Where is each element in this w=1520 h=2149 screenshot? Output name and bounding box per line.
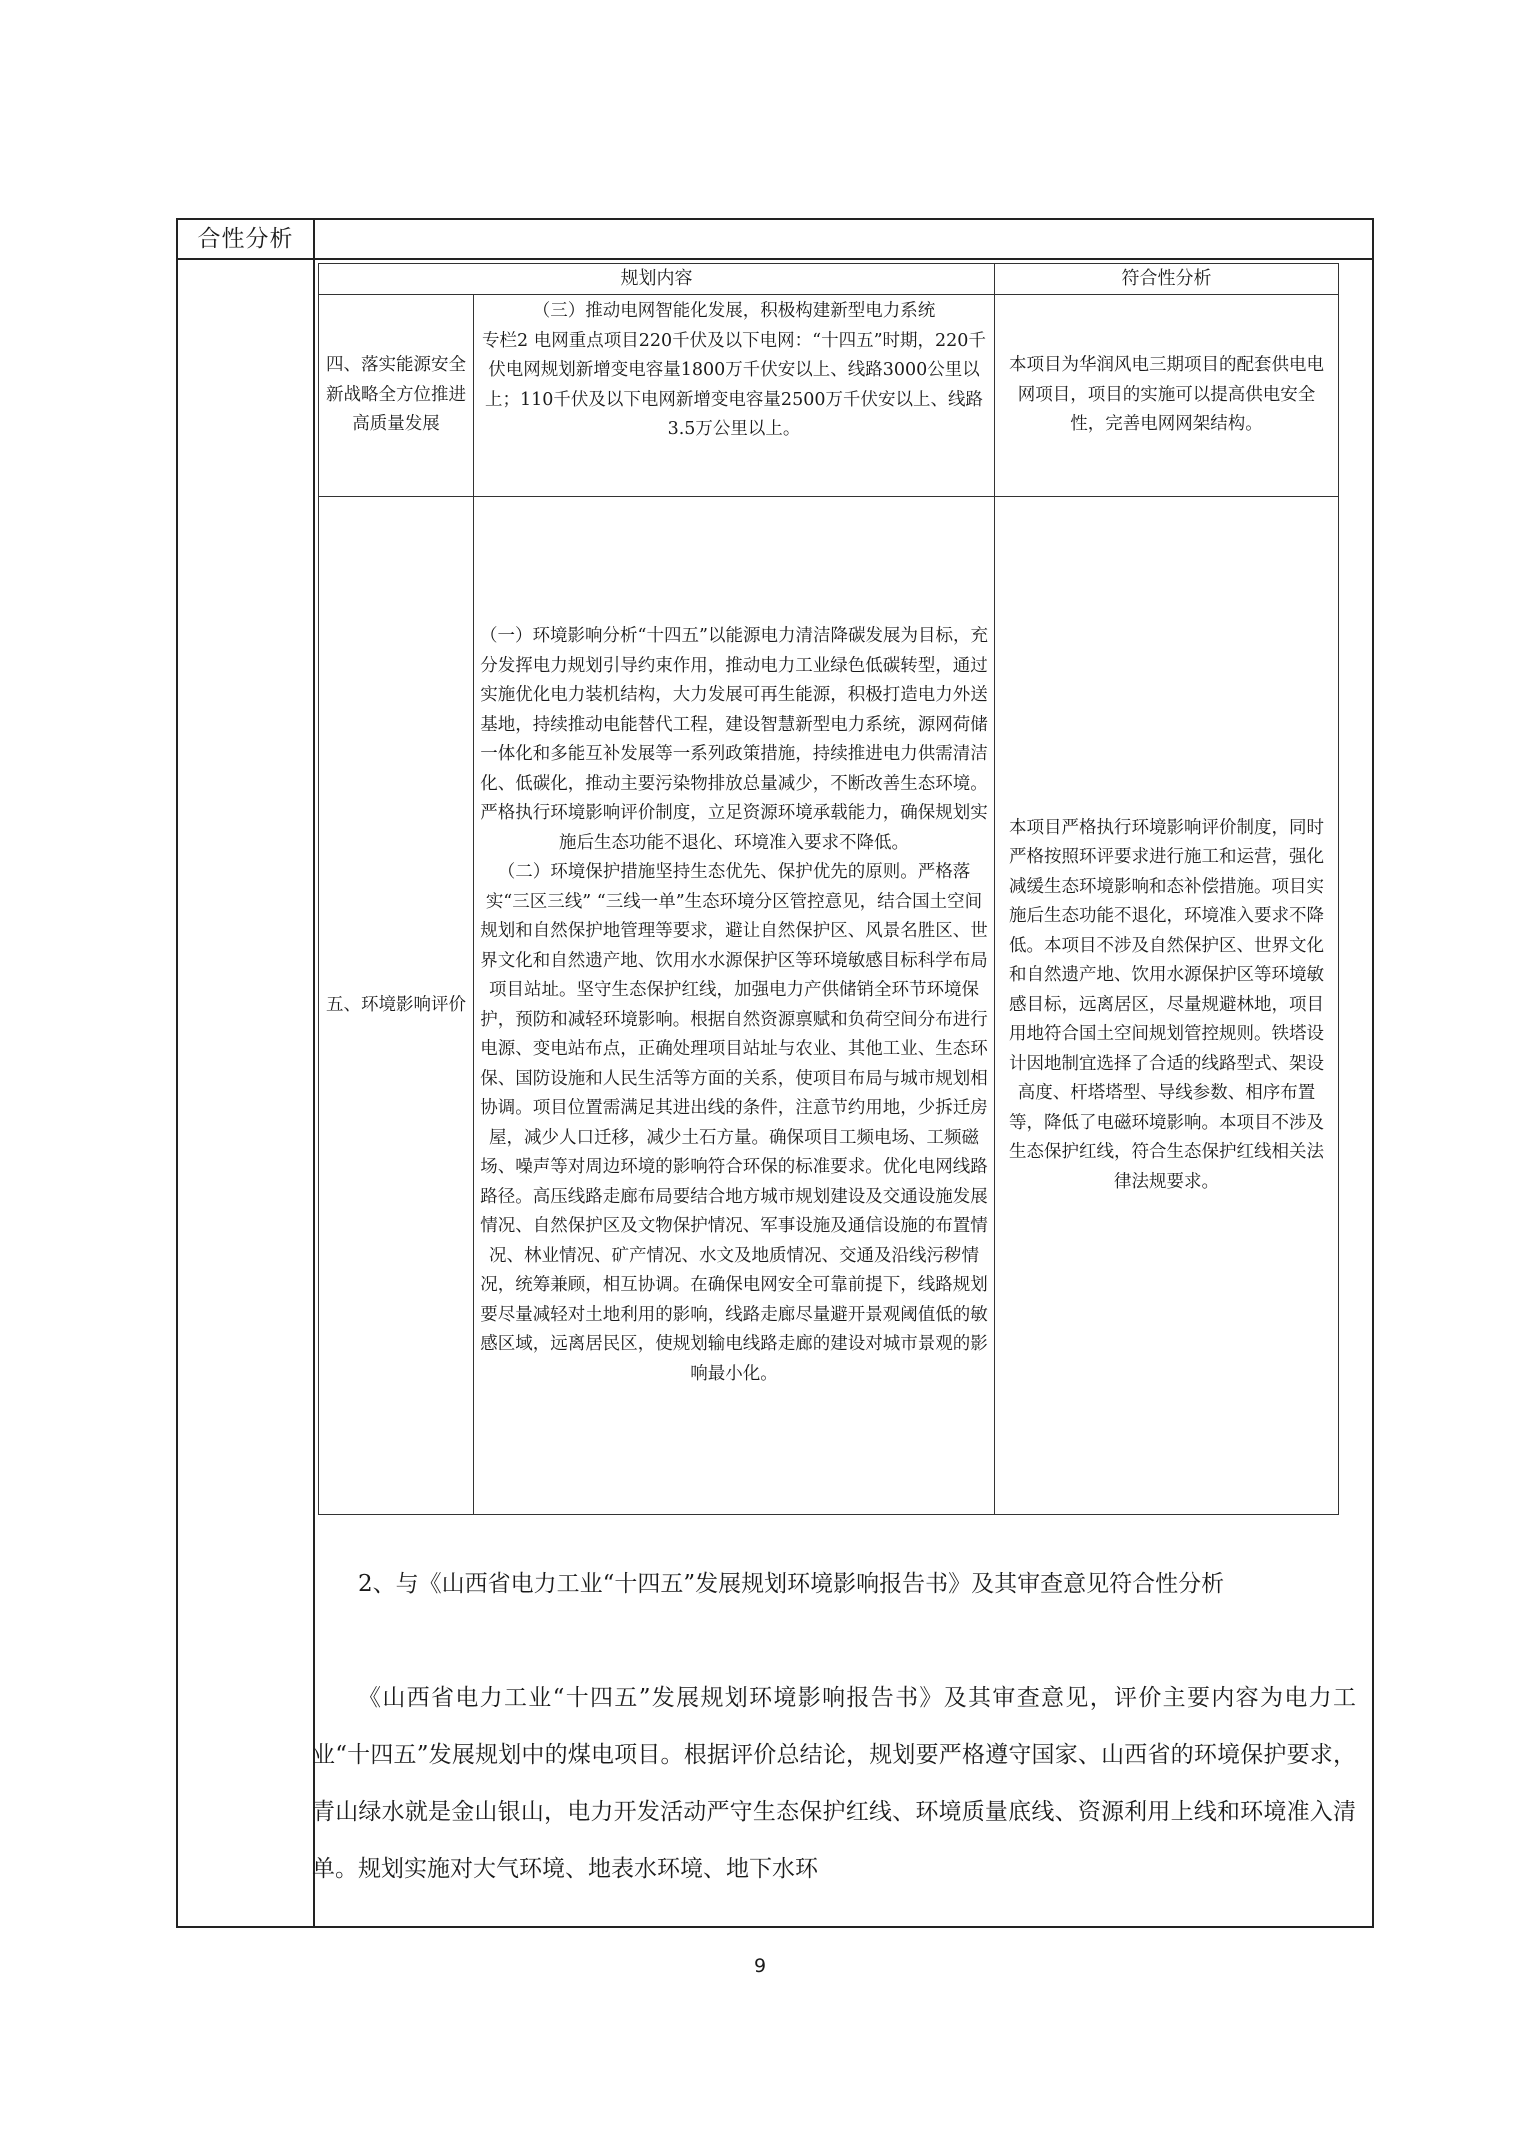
row-analysis: 本项目严格执行环境影响评价制度，同时严格按照环评要求进行施工和运营，强化减缓生态环境影响和态补偿措施。项目实施后生态功能不退化，环境准入要求不降低。本项目不涉及自然保护区、世界文化和自然遗产地、饮用水源保护区等环境敏感目标，远离居区，尽量规避林地，项目用地符合国土空间规划管控规则。铁塔设计因地制宜选择了合适的线路型式、架设高度、杆塔塔型、导线参数、相序布置等，降低了电磁环境影响。本项目不涉及生态保护红线，符合生态保护红线相关法律法规要求。 <box>995 497 1339 1515</box>
row-content: （三）推动电网智能化发展，积极构建新型电力系统 专栏2 电网重点项目220千伏及以下电网：“十四五”时期，220千伏电网规划新增变电容量1800万千伏安以上、线路3000公里以上；110千伏及以下电网新增变电容量2500万千伏安以上、线路3.5万公里以上。 <box>474 295 995 497</box>
table-row <box>319 497 1339 1515</box>
row-content: （一）环境影响分析“十四五”以能源电力清洁降碳发展为目标，充分发挥电力规划引导约束作用，推动电力工业绿色低碳转型，通过实施优化电力装机结构，大力发展可再生能源，积极打造电力外送基地，持续推动电能替代工程，建设智慧新型电力系统，源网荷储一体化和多能互补发展等一系列政策措施，持续推进电力供需清洁化、低碳化，推动主要污染物排放总量减少，不断改善生态环境。严格执行环境影响评价制度，立足资源环境承载能力，确保规划实施后生态功能不退化、环境准入要求不降低。 （二）环境保护措施坚持生态优先、保护优先的原则。严格落实“三区三线” “三线一单”生态环境分区管控意见，结合国土空间规划和自然保护地管理等要求，避让自然保护区、风景名胜区、世界文化和自然遗产地、饮用水水源保护区等环境敏感目标科学布局项目站址。坚守生态保护红线，加强电力产供储销全环节环境保护，预防和减轻环境影响。根据自然资源禀赋和负荷空间分布进行电源、变电站布点，正确处理项目站址与农业、其他工业、生态环保、国防设施和人民生活等方面的关系，使项目布局与城市规划相协调。项目位置需满足其进出线的条件，注意节约用地，少拆迁房屋，减少人口迁移，减少土石方量。确保项目工频电场、工频磁场、噪声等对周边环境的影响符合环保的标准要求。优化电网线路路径。高压线路走廊布局要结合地方城市规划建设及交通设施发展情况、自然保护区及文物保护情况、军事设施及通信设施的布置情况、林业情况、矿产情况、水文及地质情况、交通及沿线污秽情况，统筹兼顾，相互协调。在确保电网安全可靠前提下，线路规划要尽量减轻对土地利用的影响，线路走廊尽量避开景观阈值低的敏感区域，远离居民区，使规划输电线路走廊的建设对城市景观的影响最小化。 <box>474 497 995 1515</box>
header-divider <box>178 258 1372 260</box>
header-planning-content: 规划内容 <box>319 264 995 295</box>
header-compliance-analysis: 符合性分析 <box>995 264 1339 295</box>
table-header-row <box>319 264 1339 295</box>
planning-compliance-table <box>318 263 1339 1515</box>
page-number: 9 <box>753 1955 767 1977</box>
row-category: 四、落实能源安全新战略全方位推进高质量发展 <box>319 295 474 497</box>
table-row <box>319 295 1339 497</box>
row-category: 五、环境影响评价 <box>319 497 474 1515</box>
paragraph-body: 《山西省电力工业“十四五”发展规划环境影响报告书》及其审查意见，评价主要内容为电力工业“十四五”发展规划中的煤电项目。根据评价总结论，规划要严格遵守国家、山西省的环境保护要求，青山绿水就是金山银山，电力开发活动严守生态保护红线、环境质量底线、资源利用上线和环境准入清单。规划实施对大气环境、地表水环境、地下水环 <box>312 1685 1356 1882</box>
paragraph-heading: 2、与《山西省电力工业“十四五”发展规划环境影响报告书》及其审查意见符合性分析 <box>358 1571 1225 1597</box>
row-analysis: 本项目为华润风电三期项目的配套供电电网项目，项目的实施可以提高供电安全性，完善电网网架结构。 <box>995 295 1339 497</box>
section-label: 合性分析 <box>197 226 294 252</box>
